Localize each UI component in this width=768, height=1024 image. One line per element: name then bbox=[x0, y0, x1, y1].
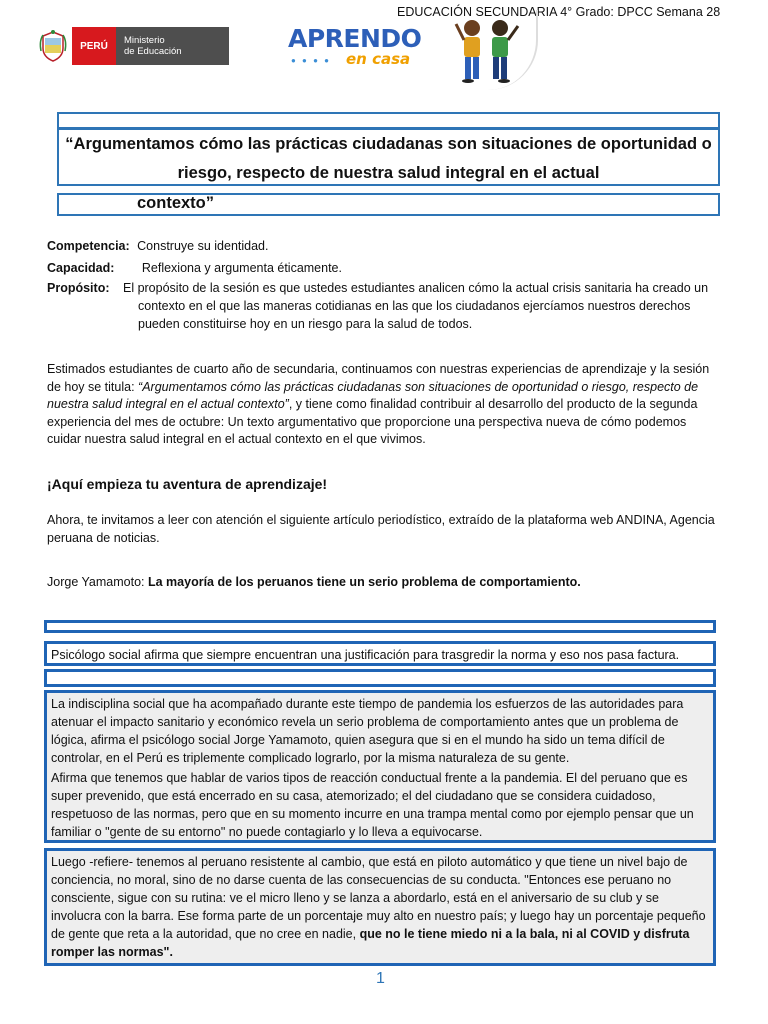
proposito-line-3: pueden constituirse hoy en un riesgo para la salud de todos. bbox=[138, 317, 473, 331]
page-number: 1 bbox=[376, 970, 385, 987]
competencia-row bbox=[47, 239, 268, 253]
aprendo-en-casa-logo bbox=[288, 26, 428, 72]
article-paragraph-2: Afirma que tenemos que hablar de varios tipos de reacción conductual frente a la pandemia. El del peruano que es super prevenido, que está encerrado en su casa, atemorizado; el del ciudadano que se considera cuidadoso, respetuoso de las normas, pero que en su momento incurre en una trampa mental como por ejemplo pensar que un familiar o "gente de su entorno" no puede contagiarlo y lo lleva a equivocarse. bbox=[51, 771, 694, 839]
session-title: “Argumentamos cómo las prácticas ciudadanas son situaciones de oportunidad o riesgo, respecto de nuestra salud integral en el actual bbox=[57, 128, 720, 186]
title-top-bar bbox=[57, 112, 720, 129]
intro-italic-title: “Argumentamos cómo las prácticas ciudadanas son situaciones de oportunidad o riesgo, respecto de nuestra salud integral en el actual contexto” bbox=[47, 379, 699, 411]
article-subhead-box bbox=[44, 641, 716, 666]
article-paragraph-3 bbox=[47, 851, 713, 961]
aprendo-subtitle: en casa bbox=[346, 50, 411, 68]
invite-paragraph: Ahora, te invitamos a leer con atención el siguiente artículo periodístico, extraído de la plataforma web ANDINA, Agencia peruana de noticias. bbox=[47, 513, 715, 545]
article-top-bar bbox=[44, 620, 716, 633]
kids-illustration-icon bbox=[438, 10, 538, 90]
grade-header: EDUCACIÓN SECUNDARIA 4° Grado: DPCC Semana 28 bbox=[397, 5, 721, 19]
article-paragraph-3-bold: que no le tiene miedo ni a la bala, ni al COVID y disfruta romper las normas". bbox=[51, 927, 690, 959]
session-title-end: contexto” bbox=[137, 194, 215, 212]
decorative-dots-icon: ● ● ● ● bbox=[291, 56, 331, 65]
proposito-line-1: El propósito de la sesión es que ustedes estudiantes analicen cómo la actual crisis sanitaria ha creado un bbox=[122, 281, 709, 295]
aprendo-title: APRENDO bbox=[288, 24, 422, 53]
competencia-label: Competencia: bbox=[47, 239, 130, 253]
article-subhead: Psicólogo social afirma que siempre encuentran una justificación para trasgredir la norma y eso nos pasa factura. bbox=[51, 648, 680, 662]
proposito-row bbox=[47, 281, 708, 295]
article-author: Jorge Yamamoto: bbox=[47, 575, 148, 589]
intro-paragraph bbox=[47, 361, 722, 449]
ministry-label bbox=[116, 27, 229, 65]
adventure-heading: ¡Aquí empieza tu aventura de aprendizaje! bbox=[47, 476, 328, 492]
proposito-line-2: contexto en el que las maneras cotidianas en las que los ciudadanos ejercíamos nuestros derechos bbox=[138, 299, 691, 313]
competencia-value: Construye su identidad. bbox=[137, 239, 269, 253]
article-body-box bbox=[44, 690, 716, 843]
intro-text-2: , y tiene como finalidad contribuir al desarrollo del producto de la segunda experiencia del mes de octubre: Un texto argumentativo que proporcione una perspectiva nueva de cómo podemos cuidar nuestra salud integral en el actual contexto en el que vivimos. bbox=[47, 397, 698, 446]
article-byline bbox=[47, 574, 722, 592]
proposito-label: Propósito: bbox=[47, 281, 110, 295]
article-paragraph-1: La indisciplina social que ha acompañado durante este tiempo de pandemia los esfuerzos de las autoridades para atenuar el impacto sanitario y económico revela un serio problema de comportamiento antes que un problema de lógica, afirma el psicólogo social Jorge Yamamoto, quien asegura que si en el mundo ha sido un tema difícil de controlar, en el Perú es triplemente complicado lograrlo, por la misma naturaleza de su gente. bbox=[51, 697, 684, 765]
capacidad-row bbox=[47, 261, 342, 275]
article-divider-bar bbox=[44, 669, 716, 687]
intro-text-1: Estimados estudiantes de cuarto año de secundaria, continuamos con nuestras experiencias de aprendizaje y la sesión de hoy se titula: bbox=[47, 362, 710, 394]
peru-crest-icon bbox=[34, 27, 72, 65]
peru-label: PERÚ bbox=[72, 27, 116, 65]
ministry-line-1: Ministerio bbox=[124, 35, 165, 46]
capacidad-value: Reflexiona y argumenta éticamente. bbox=[141, 261, 342, 275]
article-headline: La mayoría de los peruanos tiene un serio problema de comportamiento. bbox=[147, 575, 581, 589]
minedu-logo bbox=[34, 27, 229, 65]
capacidad-label: Capacidad: bbox=[47, 261, 115, 275]
article-paragraph-3-text: Luego -refiere- tenemos al peruano resistente al cambio, que está en piloto automático y que tiene un nivel bajo de conciencia, no moral, sino de no darse cuenta de las consecuencias de su conducta. "Entonces ese peruano no consciente, sigue con su rutina: ve el micro lleno y se lanza a abordarlo, está en el aniversario de su club y se involucra con la barra. Ese forma parte de un porcentaje muy alto en nuestro país; y luego hay un porcentaje pequeño de gente que reta a la autoridad, que no cree en nadie, bbox=[51, 855, 706, 941]
ministry-line-2: de Educación bbox=[124, 46, 182, 57]
article-body-box-2 bbox=[44, 848, 716, 966]
